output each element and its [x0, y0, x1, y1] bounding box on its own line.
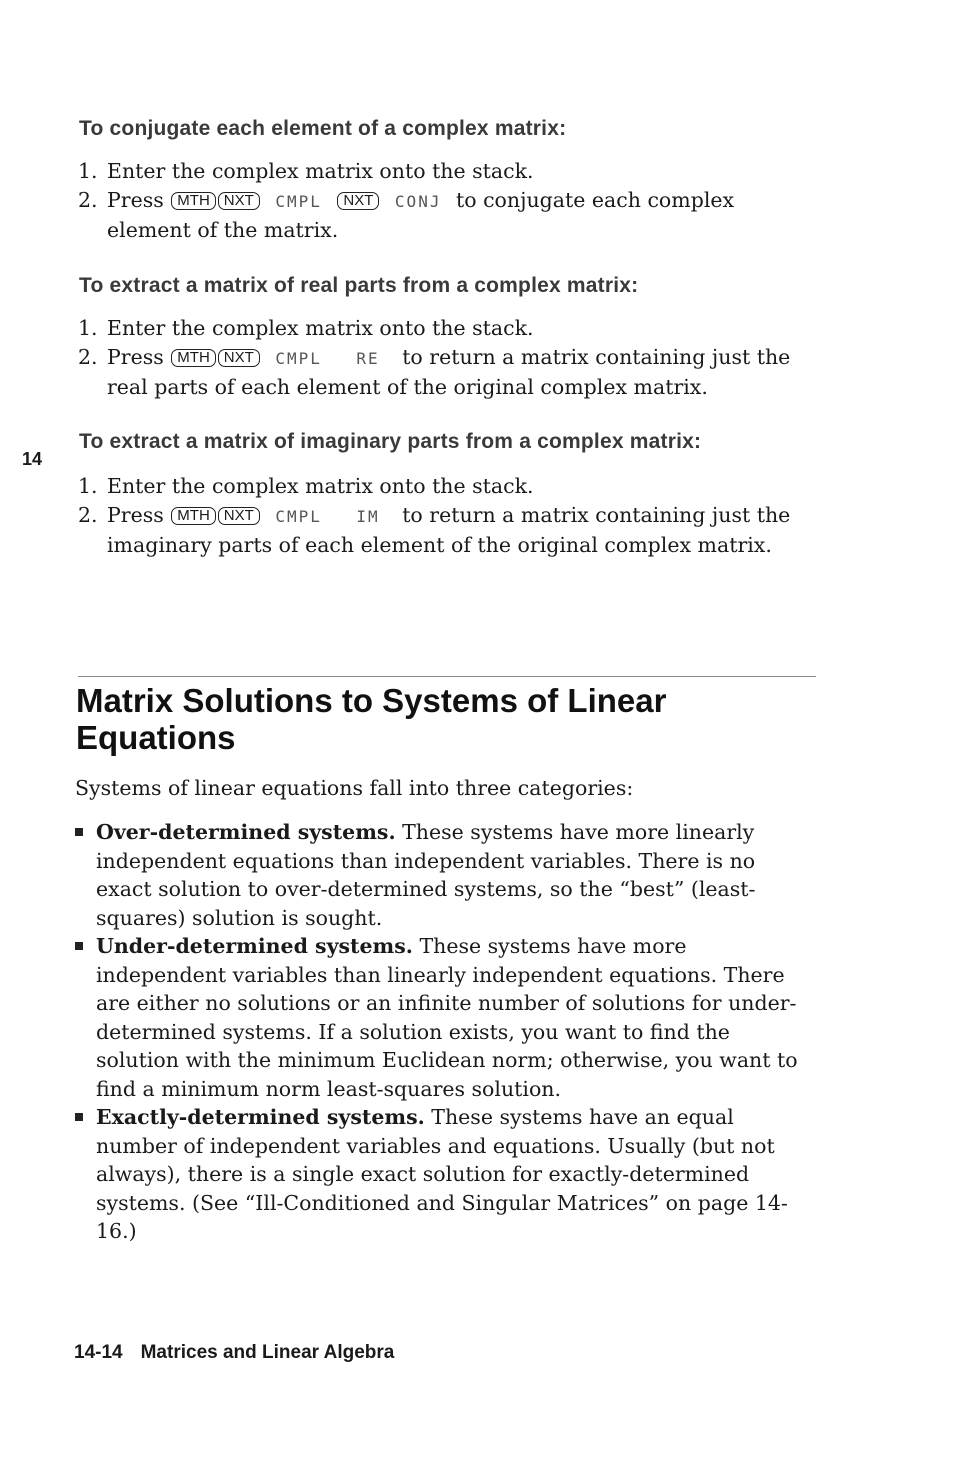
step-text: to return a matrix containing just the real parts of each element of the original complex matrix. [107, 344, 791, 399]
step-number: 2. [78, 187, 98, 212]
step-number: 2. [78, 344, 98, 369]
procedure-heading-real-parts: To extract a matrix of real parts from a complex matrix: [79, 274, 639, 297]
re-menu-key: RE [356, 348, 380, 368]
nxt-key: NXT [218, 349, 260, 367]
step-text: Enter the complex matrix onto the stack. [107, 474, 534, 498]
step-number: 1. [78, 316, 98, 340]
nxt-key: NXT [218, 192, 260, 210]
procedure-steps-real-parts [78, 314, 808, 402]
list-item [78, 157, 808, 186]
list-item [78, 501, 808, 560]
chapter-margin-tab: 14 [22, 449, 43, 469]
bullet-text: These systems have an equal number of independent variables and equations. Usually (but not always), there is a single exact solution for exactly-determined systems. (See “Ill-Conditioned and Singular Matrices” on page 14-16.) [96, 1105, 788, 1243]
step-number: 1. [78, 159, 98, 183]
bullet-term: Exactly-determined systems. [96, 1105, 425, 1129]
bullet-icon [75, 942, 83, 950]
list-item [78, 314, 808, 343]
procedure-heading-imaginary-parts: To extract a matrix of imaginary parts from a complex matrix: [79, 430, 702, 453]
categories-list [75, 818, 810, 1246]
step-press-word: Press [107, 502, 164, 527]
bullet-icon [75, 1113, 83, 1121]
mth-key: MTH [171, 349, 216, 367]
cmpl-menu-key: CMPL [275, 191, 322, 211]
step-press-word: Press [107, 187, 164, 212]
section-divider [78, 676, 816, 677]
conj-menu-key: CONJ [394, 191, 442, 211]
mth-key: MTH [171, 507, 216, 525]
bullet-term: Over-determined systems. [96, 820, 396, 844]
section-title: Matrix Solutions to Systems of Linear Equations [76, 682, 667, 756]
bullet-icon [75, 828, 83, 836]
list-item [78, 472, 808, 501]
step-number: 1. [78, 474, 98, 498]
list-item [75, 1103, 810, 1246]
list-item [75, 932, 810, 1103]
step-number: 2. [78, 502, 98, 527]
list-item [78, 186, 808, 245]
step-text: to return a matrix containing just the imaginary parts of each element of the original complex matrix. [107, 502, 791, 557]
list-item [78, 343, 808, 402]
step-text: Enter the complex matrix onto the stack. [107, 159, 534, 183]
page-footer [74, 1342, 394, 1364]
cmpl-menu-key: CMPL [275, 506, 322, 526]
section-intro: Systems of linear equations fall into three categories: [75, 776, 634, 800]
list-item [75, 818, 810, 932]
bullet-text: These systems have more linearly independent equations than independent variables. There is no exact solution to over-determined systems, so the “best” (least-squares) solution is sought. [96, 820, 756, 930]
im-menu-key: IM [356, 506, 380, 526]
procedure-heading-conjugate: To conjugate each element of a complex matrix: [79, 117, 567, 140]
page-number: 14-14 [74, 1342, 123, 1363]
step-press-word: Press [107, 344, 164, 369]
nxt-key: NXT [218, 507, 260, 525]
bullet-term: Under-determined systems. [96, 934, 413, 958]
step-text: Enter the complex matrix onto the stack. [107, 316, 534, 340]
procedure-steps-conjugate [78, 157, 808, 245]
step-text: to conjugate each complex element of the matrix. [107, 187, 735, 242]
nxt-key: NXT [337, 192, 379, 210]
cmpl-menu-key: CMPL [275, 348, 322, 368]
procedure-steps-imaginary-parts [78, 472, 808, 560]
chapter-title: Matrices and Linear Algebra [140, 1342, 395, 1363]
bullet-text: These systems have more independent variables than linearly independent equations. There are either no solutions or an infinite number of solutions for under-determined systems. If a solution exists, you want to find the solution with the minimum Euclidean norm; otherwise, you want to find a minimum norm least-squares solution. [96, 934, 798, 1101]
mth-key: MTH [171, 192, 216, 210]
